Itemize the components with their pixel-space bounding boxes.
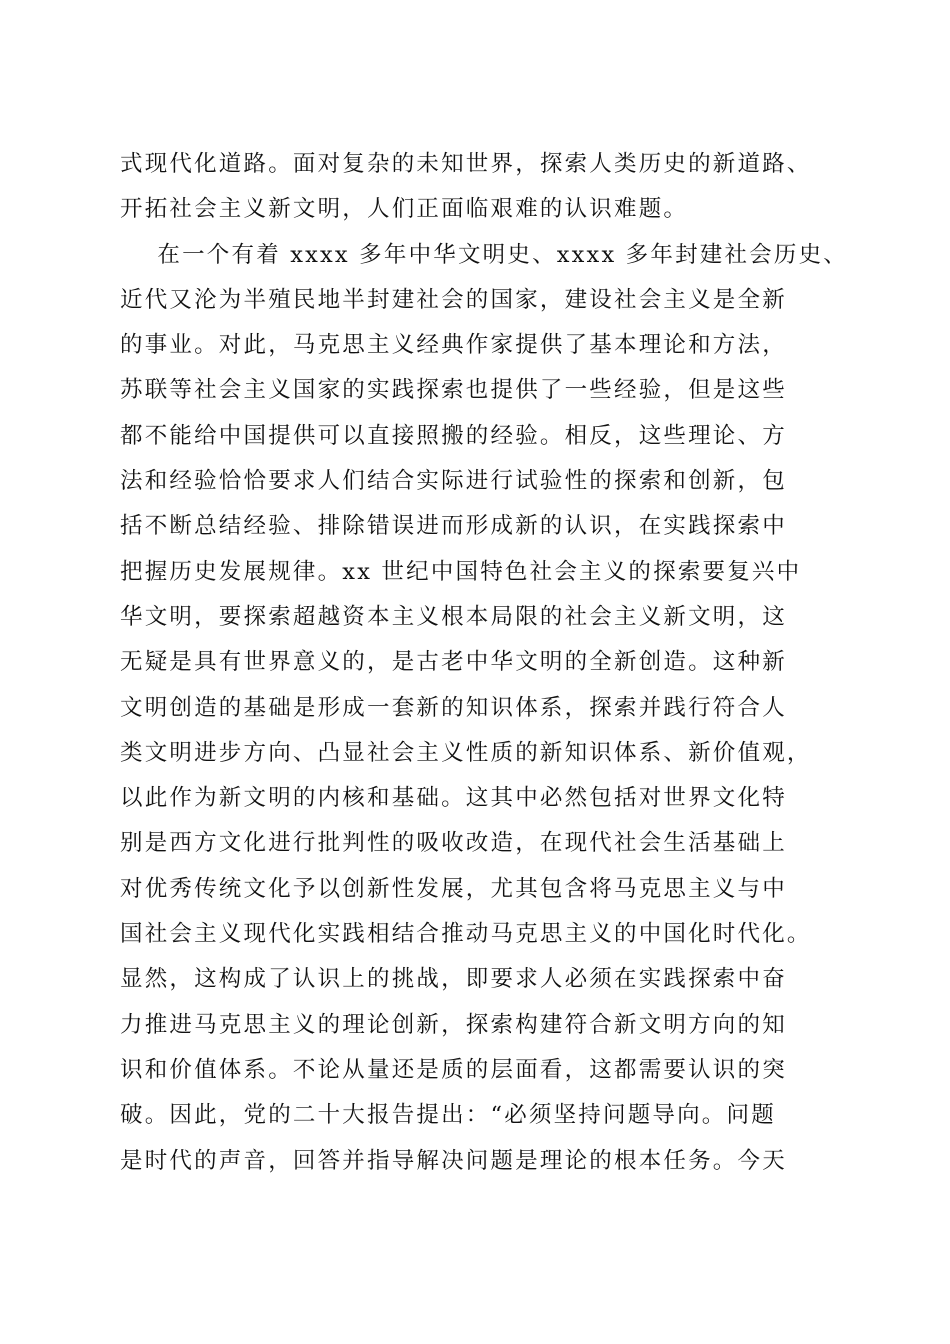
text-line: 别是西方文化进行批判性的吸收改造，在现代社会生活基础上: [120, 830, 787, 857]
text-line: 类文明进步方向、凸显社会主义性质的新知识体系、新价值观，: [120, 739, 812, 766]
text-line: 苏联等社会主义国家的实践探索也提供了一些经验，但是这些: [120, 377, 787, 404]
text-line: 是时代的声音，回答并指导解决问题是理论的根本任务。今天: [120, 1147, 787, 1174]
text-line: 对优秀传统文化予以创新性发展，尤其包含将马克思主义与中: [120, 875, 787, 902]
text-line: 开拓社会主义新文明，人们正面临艰难的认识难题。: [120, 196, 689, 223]
text-line: 文明创造的基础是形成一套新的知识体系，探索并践行符合人: [120, 694, 787, 721]
text-line: 识和价值体系。不论从量还是质的层面看，这都需要认识的突: [120, 1056, 787, 1083]
text-line: 近代又沦为半殖民地半封建社会的国家，建设社会主义是全新: [120, 286, 787, 313]
text-line: 以此作为新文明的内核和基础。这其中必然包括对世界文化特: [120, 785, 787, 812]
text-line: 破。因此，党的二十大报告提出：“必须坚持问题导向。问题: [120, 1102, 776, 1129]
body-text: [120, 145, 850, 1187]
text-line: 法和经验恰恰要求人们结合实际进行试验性的探索和创新，包: [120, 468, 787, 495]
text-line: 国社会主义现代化实践相结合推动马克思主义的中国化时代化。: [120, 921, 812, 948]
text-line: 力推进马克思主义的理论创新，探索构建符合新文明方向的知: [120, 1011, 787, 1038]
text-line: 无疑是具有世界意义的，是古老中华文明的全新创造。这种新: [120, 649, 787, 676]
text-line: 的事业。对此，马克思主义经典作家提供了基本理论和方法，: [120, 332, 787, 359]
text-line: 式现代化道路。面对复杂的未知世界，探索人类历史的新道路、: [120, 151, 812, 177]
text-line: 括不断总结经验、排除错误进而形成新的认识，在实践探索中: [120, 513, 787, 540]
text-line: 显然，这构成了认识上的挑战，即要求人必须在实践探索中奋: [120, 966, 787, 993]
text-line: 华文明，要探索超越资本主义根本局限的社会主义新文明，这: [120, 603, 787, 630]
text-line: 在一个有着 xxxx 多年中华文明史、xxxx 多年封建社会历史、: [120, 241, 848, 268]
text-line: 都不能给中国提供可以直接照搬的经验。相反，这些理论、方: [120, 422, 787, 449]
text-line: 把握历史发展规律。xx 世纪中国特色社会主义的探索要复兴中: [120, 558, 802, 585]
